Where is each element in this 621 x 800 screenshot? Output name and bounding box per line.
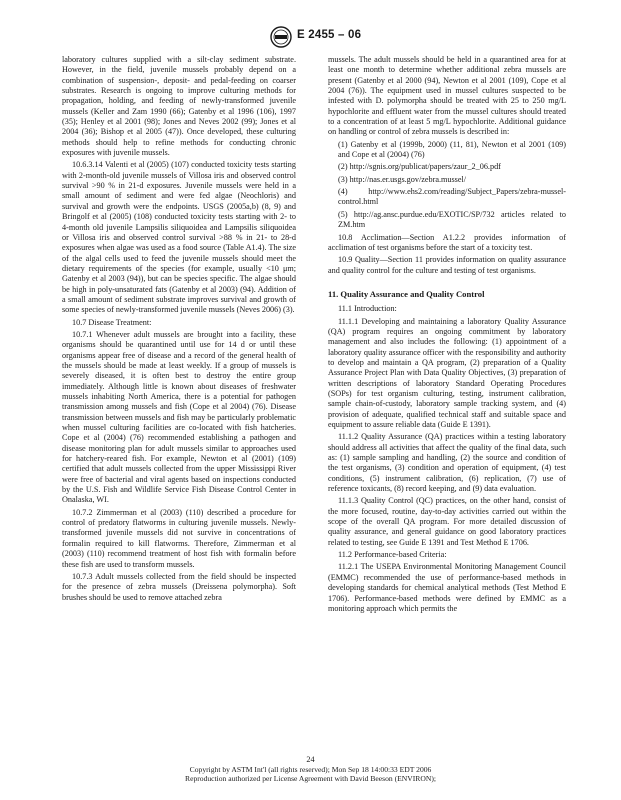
page-number: 24: [306, 755, 315, 764]
section-heading: 11. Quality Assurance and Quality Control: [328, 288, 485, 299]
paragraph: mussels. The adult mussels should be held in a quarantined area for at least one month to determine whether additional zebra mussels are present (Gatenby et al 2000 (94), Newton et al 2001 (109), Cope et al 2004 (76)). The equipment used in mussel cultures suspected to be infested with D. polymorpha should be treated with 25 to 250 mg/L hypochlorite and effluent water from the mussel cultures should treated to a concentration of at least 5 mg/L hypochlorite. Additional guidance on handling or control of zebra mussels is described in:: [328, 55, 566, 137]
page-header: [0, 26, 621, 48]
reference-link[interactable]: (2) http://sgnis.org/publicat/papers/zaur_2_06.pdf: [338, 162, 501, 172]
paragraph-11-1-1: 11.1.1 Developing and maintaining a laboratory Quality Assurance (QA) program requires an ongoing commitment by laboratory management and also includes the following: (1) appointment of a laboratory quality assurance officer with the responsibility and authority to develop and maintain a QA program, (2) preparation of a Quality Assurance Project Plan with Data Quality Objectives, (3) preparation of written descriptions of laboratory Standard Operating Procedures (SOPs) for test organism culturing, testing, instrument calibration, sample chain-of-custody, laboratory sample tracking system, and (4) provision of adequate, qualified technical staff and suitable space and equipment to assure reliable data (Guide E 1391).: [328, 316, 566, 429]
heading-10-7: 10.7 Disease Treatment:: [72, 317, 152, 327]
heading-11-1: 11.1 Introduction:: [338, 304, 397, 314]
paragraph-10-9: 10.9 Quality—Section 11 provides information on quality assurance and quality control for the culture and testing of test organisms.: [328, 255, 566, 275]
reference-link[interactable]: (3) http://nas.er.usgs.gov/zebra.mussel/: [338, 174, 467, 184]
paragraph-11-1-3: 11.1.3 Quality Control (QC) practices, on the other hand, consist of the more focused, routine, day-to-day activities carried out within the scope of the overall QA program. For more detailed discussion of quality assurance, and general guidance on good laboratory practices related to testing, see Guide E 1391 and Test Method E 1706.: [328, 496, 566, 547]
paragraph-10-8: 10.8 Acclimation—Section A1.2.2 provides information of acclimation of test organisms before the start of a toxicity test.: [328, 232, 566, 252]
paragraph-11-2-1: 11.2.1 The USEPA Environmental Monitoring Management Council (EMMC) recommended the use of performance-based methods in developing standards for chemical analytical methods (Test Method E 1706). Performance-based methods were defined by EMMC as a monitoring approach which permits the: [328, 562, 566, 613]
paragraph-10-6-3-14: 10.6.3.14 Valenti et al (2005) (107) conducted toxicity tests starting with 2-month-old juvenile mussels of Villosa iris and observed control survival >90 % in 21-d exposures. Juvenile mussels were held in a small amount of sediment and were fed algae (Neochloris) and survival and growth were the endpoints. USGS (2005a,b) (8, 9) and Bringolf et al (2005) (108) conducted toxicity tests starting with 2- to 4-month old juvenile Lampsilis siliquoidea and Lampsilis siliquoidea or Villosa iris and observed control survival >88 % in 21- to 28-d exposures when algae was used as a food source (Table A1.4). The size of the algal cells used to feed the juvenile mussels should meet the dietary requirements of the species (for example, usually <10 μm; Gatenby et al 2003 (94)), but can be species specific. The algae should be high in poly-unsaturated fats (Gatenby et al 2003) (94). Addition of a small amount of sediment substrate improves survival and growth of some species of newly-transformed juvenile mussels (Neves 2006) (3).: [62, 160, 296, 315]
right-column: [328, 55, 566, 616]
astm-logo-icon: [270, 26, 292, 48]
paragraph-11-1-2: 11.1.2 Quality Assurance (QA) practices within a testing laboratory should address all activities that affect the quality of the final data, such as: (1) sample sampling and handling, (2) the source and condition of the test organisms, (3) condition and operation of equipment, (4) test conditions, (5) instrument calibration, (6) replication, (7) use of reference toxicants, (8) record keeping, and (9) data evaluation.: [328, 432, 566, 494]
reference-item: (1) Gatenby et al (1999b, 2000) (11, 81), Newton et al 2001 (109) and Cope et al (2004) (76): [338, 139, 566, 160]
heading-11-2: 11.2 Performance-based Criteria:: [338, 550, 447, 560]
footer-line: Reproduction authorized per License Agreement with David Beeson (ENVIRON);: [185, 774, 436, 783]
paragraph: laboratory cultures supplied with a silt-clay sediment substrate. However, in the field, juvenile mussels probably depend on a combination of suspension-, deposit- and pedal-feeding on coarser substrates. Research is ongoing to improve culturing methods for propagation, holding, and feeding of newly-transformed juvenile mussels (Keller and Zam 1990 (66); Gatenby et al 1996 (106), 1997 (35); Henley et al 2001 (98); Jones and Neves 2002 (99); Jones et al 2004 (36); Bishop et al 2005 (47)). Once developed, these culturing methods should help to refine methods for conducting chronic exposures with juvenile mussels.: [62, 55, 296, 158]
paragraph-10-7-1: 10.7.1 Whenever adult mussels are brought into a facility, these organisms should be quarantined until use for 14 d or until these organisms appear free of disease and a record of the general health of the mussels should be made at least weekly. If a group of mussels is severely diseased, it is often best to destroy the entire group immediately. Although little is known about diseases of freshwater mussels inhabiting North America, there is a potential for pathogen transmission among mussels and fish (Cope et al 2004) (76). Disease transmission between mussels and fish may be particularly problematic when mussel culturing facilities are co-located with fish hatcheries. Cope et al (2004) (76) recommended establishing a pathogen and disease monitoring plan for adult mussels similar to approaches used for hatchery-reared fish. For example, Newton et al (2001) (109) certified that adult mussels collected from the upper Mississippi River were free of bacterial and viral agents based on inspections conducted by the U.S. Fish and Wildlife Service Fish Disease Control Center in Onalaska, WI.: [62, 329, 296, 505]
copyright-footer: [0, 765, 621, 783]
paragraph-10-7-3: 10.7.3 Adult mussels collected from the field should be inspected for the presence of zebra mussels (Dreissena polymorpha). Soft brushes should be used to remove attached zebra: [62, 571, 296, 602]
reference-link[interactable]: (5) http://ag.ansc.purdue.edu/EXOTIC/SP/732 articles related to ZM.htm: [338, 209, 566, 230]
footer-line: Copyright by ASTM Int'l (all rights reserved); Mon Sep 18 14:00:33 EDT 2006: [189, 765, 432, 774]
standard-designation: E 2455 – 06: [297, 29, 362, 41]
paragraph-10-7-2: 10.7.2 Zimmerman et al (2003) (110) described a procedure for control of predatory flatworms in culturing juvenile mussels. Newly-transformed juvenile mussels did not survive in concentrations of formalin required to kill flatworms. Therefore, Zimmerman et al (2003) (110) recommend treatment of host fish with formalin before these fish are used to transform mussels.: [62, 507, 296, 569]
reference-link[interactable]: (4) http://www.ehs2.com/reading/Subject_Papers/zebra-mussel-control.html: [338, 187, 566, 207]
left-column: [62, 55, 296, 605]
